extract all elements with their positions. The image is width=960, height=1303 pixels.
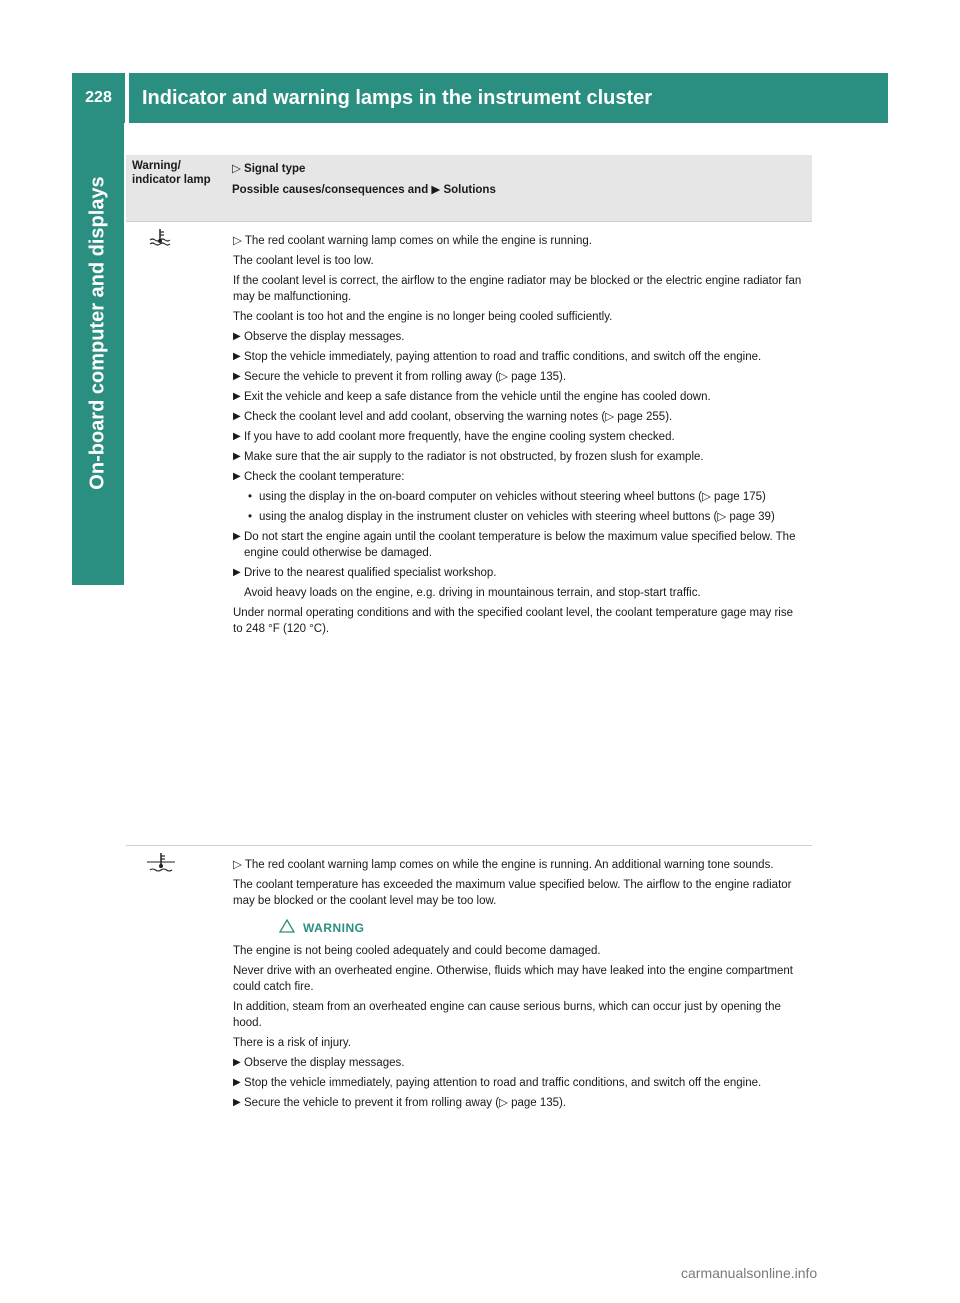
section-side-tab[interactable] xyxy=(72,123,124,585)
solution-step: ▶ Stop the vehicle immediately, paying attention to road and traffic conditions, and switch off the engine. xyxy=(233,1077,762,1089)
row-coolant-overheat xyxy=(233,857,805,1115)
page-title: Indicator and warning lamps in the instrument cluster xyxy=(142,86,653,109)
warning-heading xyxy=(279,919,805,937)
step-arrow-icon: ▶ xyxy=(233,371,241,382)
step-arrow-icon: ▶ xyxy=(233,451,241,462)
step-arrow-icon: ▶ xyxy=(233,531,241,542)
list-item: • using the display in the on-board computer on vehicles without steering wheel buttons (▷ page 175) xyxy=(248,491,766,503)
solution-step: ▶ Make sure that the air supply to the radiator is not obstructed, by frozen slush for example. xyxy=(233,451,704,463)
row2-signal-text: ▷ The red coolant warning lamp comes on while the engine is running. An additional warning tone sounds. xyxy=(233,859,774,871)
list-item: • using the analog display in the instrument cluster on vehicles with steering wheel buttons (▷ page 39) xyxy=(248,511,775,523)
coolant-temperature-icon xyxy=(148,228,174,251)
column-lamp-header: Warning/ indicator lamp xyxy=(132,160,211,186)
solution-step: ▶ If you have to add coolant more frequently, have the engine cooling system checked. xyxy=(233,431,675,443)
solution-step: ▶ Exit the vehicle and keep a safe distance from the vehicle until the engine has cooled down. xyxy=(233,391,711,403)
solution-step: ▶ Check the coolant temperature: xyxy=(233,471,405,483)
solution-step: ▶ Secure the vehicle to prevent it from rolling away (▷ page 135). xyxy=(233,1097,567,1109)
header-divider xyxy=(125,73,129,123)
table-header xyxy=(126,155,812,221)
row1-cause-text: The coolant is too hot and the engine is no longer being cooled sufficiently. xyxy=(233,311,613,323)
step-arrow-icon: ▶ xyxy=(233,391,241,402)
warning-text: Never drive with an overheated engine. Otherwise, fluids which may have leaked into the engine compartment could catch fire. xyxy=(233,965,793,993)
step-arrow-icon: ▶ xyxy=(233,351,241,362)
solution-step: ▶ Stop the vehicle immediately, paying attention to road and traffic conditions, and switch off the engine. xyxy=(233,351,762,363)
solution-step: ▶ Secure the vehicle to prevent it from rolling away (▷ page 135). xyxy=(233,371,567,383)
site-watermark[interactable]: carmanualsonline.info xyxy=(681,1265,818,1281)
header-bar xyxy=(72,73,888,123)
side-tab-label: On-board computer and displays xyxy=(86,176,109,490)
step-arrow-icon: ▶ xyxy=(233,471,241,482)
warning-text: In addition, steam from an overheated engine can cause serious burns, which can occur just by opening the hood. xyxy=(233,1001,781,1029)
warning-text: The engine is not being cooled adequately and could become damaged. xyxy=(233,945,601,957)
causes-solutions-label: Possible causes/consequences and ▶ Solutions xyxy=(232,184,496,196)
row1-cause-text: The coolant level is too low. xyxy=(233,255,374,267)
solution-step: ▶ Do not start the engine again until the coolant temperature is below the maximum value specified below. The engine could otherwise be damaged. xyxy=(233,531,796,559)
warning-triangle-icon xyxy=(279,919,295,937)
row-divider xyxy=(126,845,812,846)
solution-step: ▶ Check the coolant level and add coolant, observing the warning notes (▷ page 255). xyxy=(233,411,673,423)
step-arrow-icon: ▶ xyxy=(233,1057,241,1068)
column-signal-header xyxy=(232,161,496,203)
step-arrow-icon: ▶ xyxy=(233,1097,241,1108)
solution-step: ▶ Observe the display messages. xyxy=(233,1057,405,1069)
step-arrow-icon: ▶ xyxy=(233,567,241,578)
row1-signal-text: ▷ The red coolant warning lamp comes on while the engine is running. xyxy=(233,235,592,247)
warning-label: WARNING xyxy=(303,921,365,935)
signal-type-label: ▷ Signal type xyxy=(232,163,306,175)
solution-step: ▶ Observe the display messages. xyxy=(233,331,405,343)
row1-cause-text: If the coolant level is correct, the airflow to the engine radiator may be blocked or the electric engine radiator fan may be malfunctioning. xyxy=(233,275,802,303)
step-arrow-icon: ▶ xyxy=(233,1077,241,1088)
step-arrow-icon: ▶ xyxy=(233,411,241,422)
row-divider xyxy=(126,221,812,222)
row1-note: Avoid heavy loads on the engine, e.g. driving in mountainous terrain, and stop-start traffic. xyxy=(244,587,701,599)
warning-text: There is a risk of injury. xyxy=(233,1037,352,1049)
coolant-temperature-flashing-icon xyxy=(146,852,176,877)
row2-cause-text: The coolant temperature has exceeded the maximum value specified below. The airflow to the engine radiator may be blocked or the coolant level may be too low. xyxy=(233,879,792,907)
row1-footer: Under normal operating conditions and with the specified coolant level, the coolant temperature gage may rise to 248 °F (120 °C). xyxy=(233,607,793,635)
step-arrow-icon: ▶ xyxy=(233,431,241,442)
bullet-dot-icon: • xyxy=(248,491,253,503)
page-number: 228 xyxy=(85,89,112,106)
step-arrow-icon: ▶ xyxy=(233,331,241,342)
bullet-dot-icon: • xyxy=(248,511,253,523)
row-coolant-warning xyxy=(233,233,805,641)
solution-step: ▶ Drive to the nearest qualified specialist workshop. xyxy=(233,567,497,579)
